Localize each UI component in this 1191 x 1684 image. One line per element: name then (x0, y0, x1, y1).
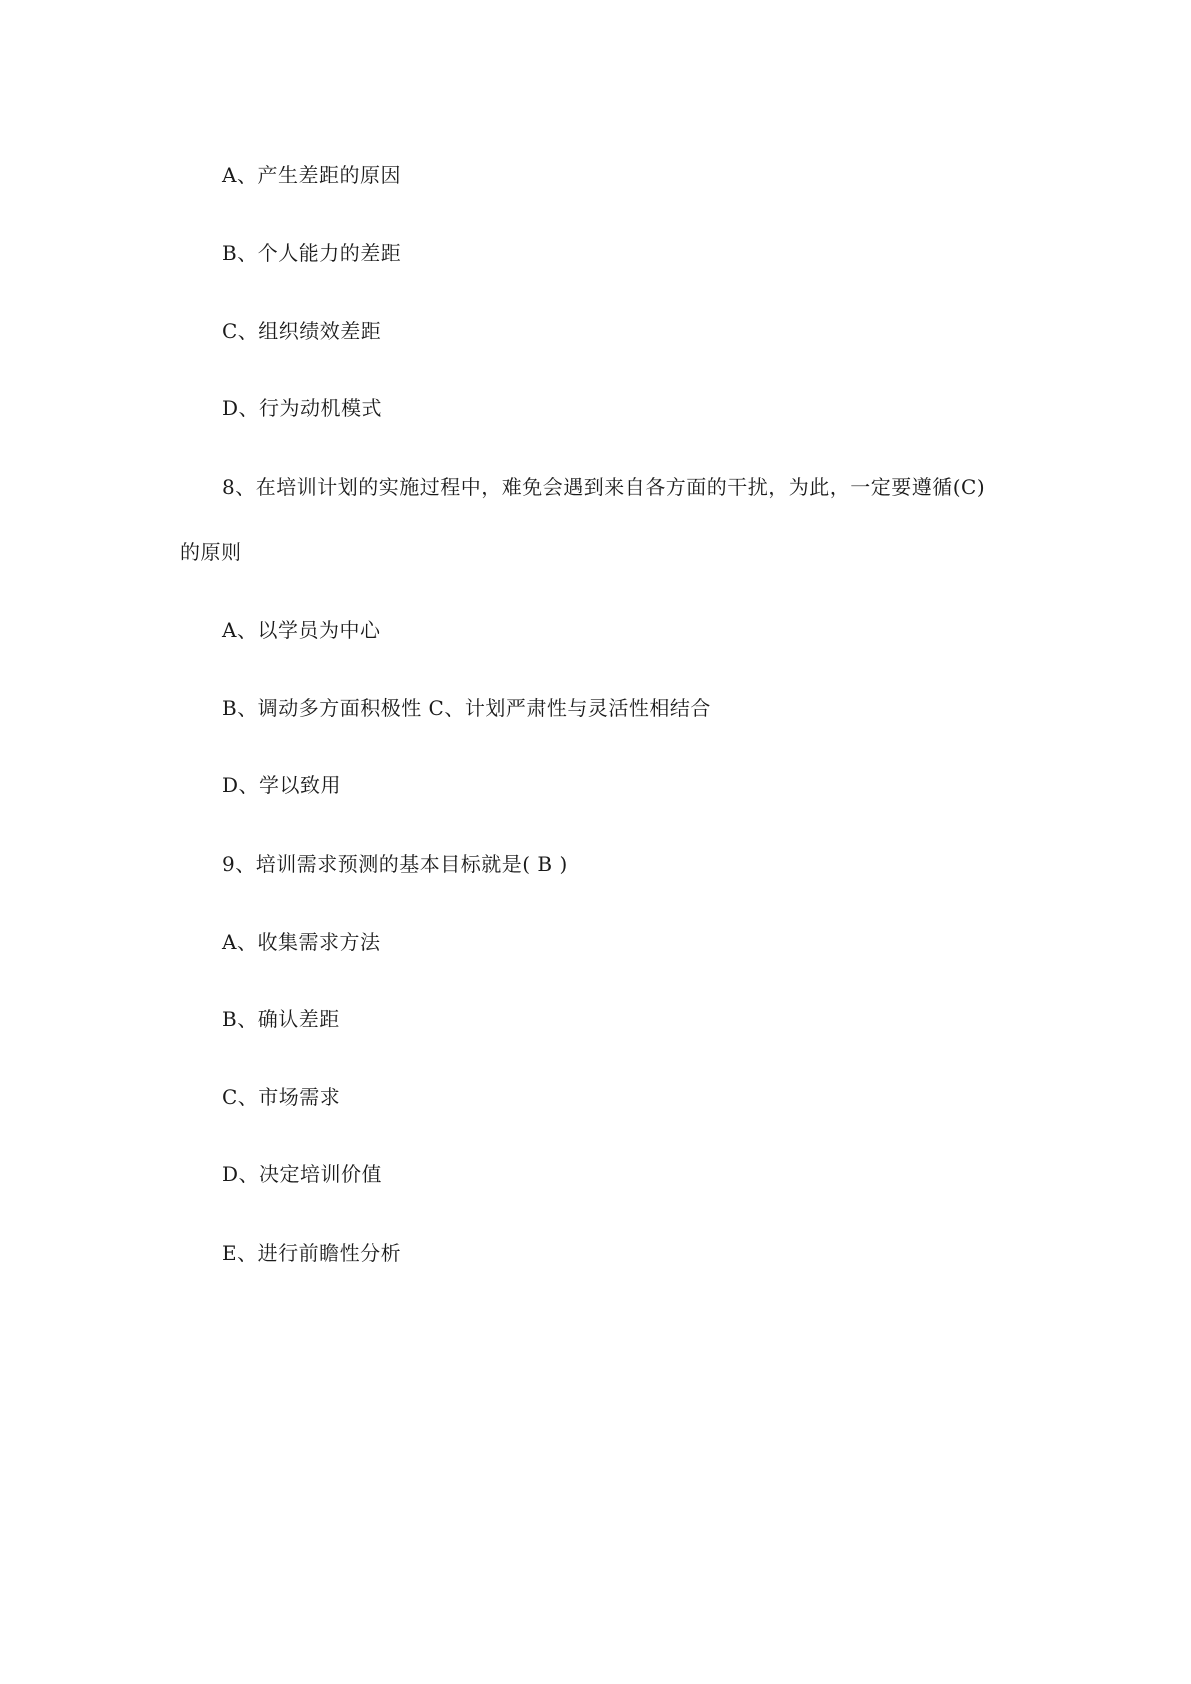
q8-option-a: A、以学员为中心 (222, 618, 381, 642)
q8-option-d: D、学以致用 (222, 773, 342, 797)
q7-option-c: C、组织绩效差距 (222, 319, 382, 343)
q9-option-e: E、进行前瞻性分析 (222, 1241, 402, 1265)
q8-option-bc: B、调动多方面积极性 C、计划严肃性与灵活性相结合 (222, 696, 711, 720)
q8-stem-line2: 的原则 (180, 540, 242, 564)
q7-option-d: D、行为动机模式 (222, 396, 383, 420)
q7-option-a: A、产生差距的原因 (222, 163, 401, 187)
q9-option-c: C、市场需求 (222, 1085, 341, 1109)
q9-option-b: B、确认差距 (222, 1007, 340, 1031)
q9-stem: 9、培训需求预测的基本目标就是( B ) (222, 852, 568, 876)
q8-stem-line1: 8、在培训计划的实施过程中，难免会遇到来自各方面的干扰，为此，一定要遵循(C) (222, 475, 986, 499)
q9-option-d: D、决定培训价值 (222, 1162, 383, 1186)
q7-option-b: B、个人能力的差距 (222, 241, 402, 265)
q9-option-a: A、收集需求方法 (222, 930, 381, 954)
